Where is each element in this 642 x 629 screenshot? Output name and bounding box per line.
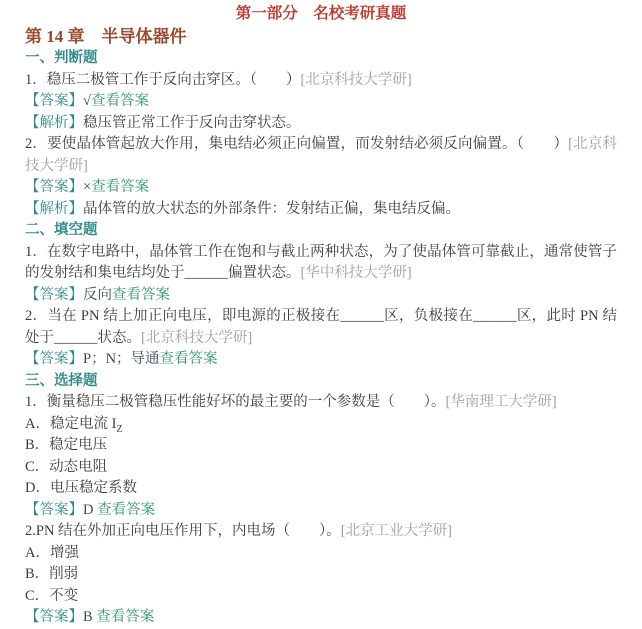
answer-value: D (83, 501, 98, 518)
answer-line (25, 500, 617, 522)
analysis-line (25, 113, 617, 135)
view-answer-link[interactable]: 查看答案 (96, 609, 155, 625)
question-source: [北京科技大学研] (141, 329, 253, 346)
question-source: [北京科技大学研] (300, 71, 412, 88)
option-text: A．增强 (25, 544, 79, 561)
option-text: C．动态电阻 (25, 458, 108, 475)
answer-label: 【答案】 (25, 93, 83, 109)
chapter-heading: 第 14 章 半导体器件 (25, 27, 187, 46)
view-answer-link[interactable]: 查看答案 (112, 286, 170, 303)
question-text: 1．衡量稳压二极管稳压性能好坏的最主要的一个参数是（ ）。 (25, 394, 446, 410)
answer-label: 【答案】 (25, 501, 83, 518)
option-a (25, 543, 617, 565)
option-b (25, 564, 617, 586)
section-heading-judgment: 一、判断题 (25, 50, 98, 66)
option-text: A．稳定电流 I (25, 415, 117, 432)
question (25, 306, 617, 349)
option-c (25, 457, 617, 479)
question-source: [北京科技大学研] (25, 136, 617, 174)
question (25, 392, 617, 414)
view-answer-link[interactable]: 查看答案 (97, 501, 156, 518)
option-b (25, 435, 617, 457)
question (25, 521, 617, 543)
question-text: 2．当在 PN 结上加正向电压，即电源的正极接在______区，负极接在______区，此时 PN 结处于______状态。 (25, 308, 617, 346)
question-source: [华中科技大学研] (300, 265, 412, 281)
section-heading-fill-blank: 二、填空题 (25, 222, 98, 238)
answer-line (25, 177, 617, 199)
answer-value: B (83, 609, 97, 625)
answer-value: √ (83, 93, 91, 109)
question-text: 2．要使晶体管起放大作用，集电结必须正向偏置，而发射结必须反向偏置。（ ） (25, 136, 569, 152)
answer-value: × (83, 179, 92, 195)
answer-line (25, 349, 617, 371)
answer-line (25, 285, 617, 307)
option-text: B．稳定电压 (25, 437, 108, 453)
answer-label: 【答案】 (25, 609, 83, 625)
answer-value: P；N；导通 (83, 351, 160, 367)
question (25, 242, 617, 285)
option-text: C．不变 (25, 587, 79, 604)
option-d (25, 478, 617, 500)
question (25, 70, 617, 92)
question-source: [北京工业大学研] (340, 523, 452, 539)
option-text: D．电压稳定系数 (25, 480, 137, 496)
view-answer-link[interactable]: 查看答案 (91, 179, 150, 195)
question (25, 134, 617, 177)
question-source: [华南理工大学研] (445, 394, 557, 410)
analysis-label: 【解析】 (25, 114, 83, 131)
analysis-text: 稳压管正常工作于反向击穿状态。 (83, 114, 301, 131)
answer-line (25, 607, 617, 629)
document-title: 第一部分 名校考研真题 (235, 5, 407, 22)
question-text: 1．在数字电路中，晶体管工作在饱和与截止两种状态，为了使晶体管可靠截止，通常使管子的发射结和集电结均处于______偏置状态。 (25, 243, 617, 281)
analysis-label: 【解析】 (25, 200, 83, 217)
option-text: B．削弱 (25, 566, 79, 582)
question-text: 1．稳压二极管工作于反向击穿区。（ ） (25, 71, 301, 88)
analysis-line (25, 199, 617, 221)
answer-line (25, 91, 617, 113)
option-c (25, 586, 617, 608)
answer-label: 【答案】 (25, 179, 83, 195)
analysis-text: 晶体管的放大状态的外部条件：发射结正偏，集电结反偏。 (83, 200, 460, 217)
section-heading-multiple-choice: 三、选择题 (25, 372, 98, 389)
view-answer-link[interactable]: 查看答案 (159, 351, 218, 367)
option-subscript: Z (116, 423, 123, 435)
answer-value: 反向 (83, 286, 112, 303)
view-answer-link[interactable]: 查看答案 (90, 93, 149, 109)
answer-label: 【答案】 (25, 351, 83, 367)
question-text: 2.PN 结在外加正向电压作用下，内电场（ ）。 (25, 523, 341, 539)
option-a (25, 414, 617, 436)
answer-label: 【答案】 (25, 286, 83, 303)
